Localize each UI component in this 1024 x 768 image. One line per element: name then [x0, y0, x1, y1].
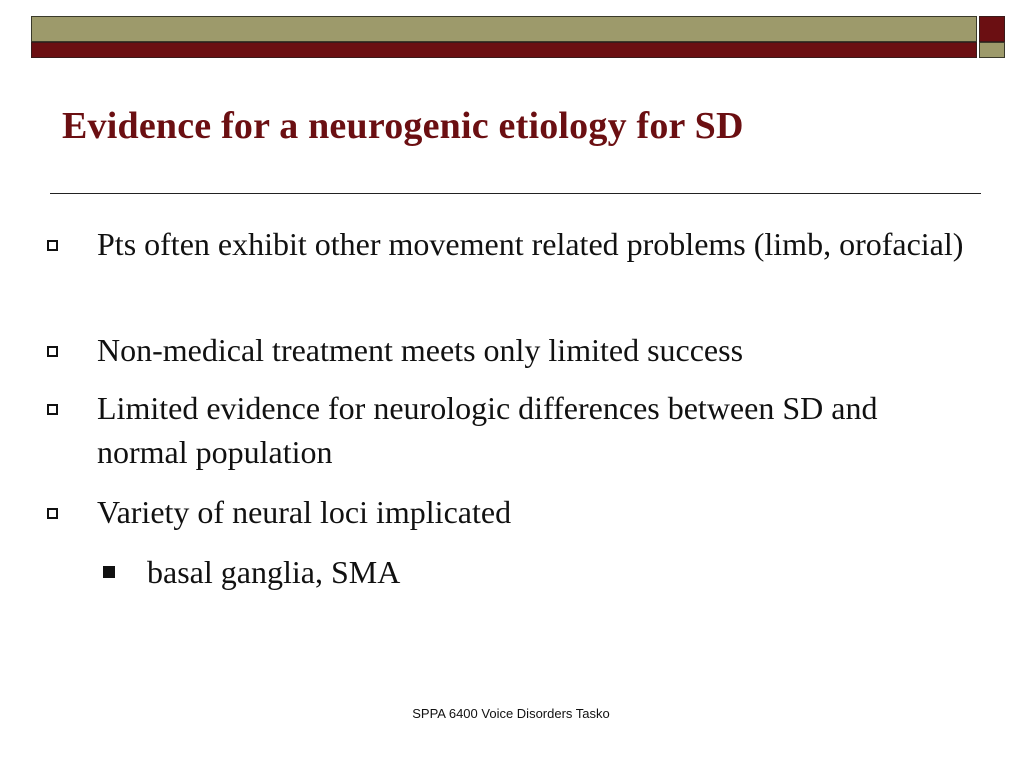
bullet-item: Non-medical treatment meets only limited success — [97, 332, 744, 368]
slide-title: Evidence for a neurogenic etiology for SD — [62, 105, 744, 147]
hollow-square-bullet-icon — [47, 508, 58, 519]
title-divider — [50, 193, 981, 194]
footer-text: SPPA 6400 Voice Disorders Tasko — [412, 706, 610, 721]
bullet-item: Variety of neural loci implicated — [97, 494, 512, 530]
header-corner-olive-square — [979, 42, 1005, 58]
sub-bullet-item: basal ganglia, SMA — [147, 554, 401, 590]
bullet-item: Pts often exhibit other movement related problems (limb, orofacial) — [97, 226, 964, 262]
bullet-item: Limited evidence for neurologic differences between SD and normal population — [97, 390, 878, 470]
slide-footer — [0, 706, 1024, 721]
filled-square-bullet-icon — [103, 566, 115, 578]
hollow-square-bullet-icon — [47, 404, 58, 415]
header-band-olive — [31, 16, 977, 42]
header-band-maroon — [31, 42, 977, 58]
header-corner-maroon-square — [979, 16, 1005, 42]
hollow-square-bullet-icon — [47, 346, 58, 357]
hollow-square-bullet-icon — [47, 240, 58, 251]
